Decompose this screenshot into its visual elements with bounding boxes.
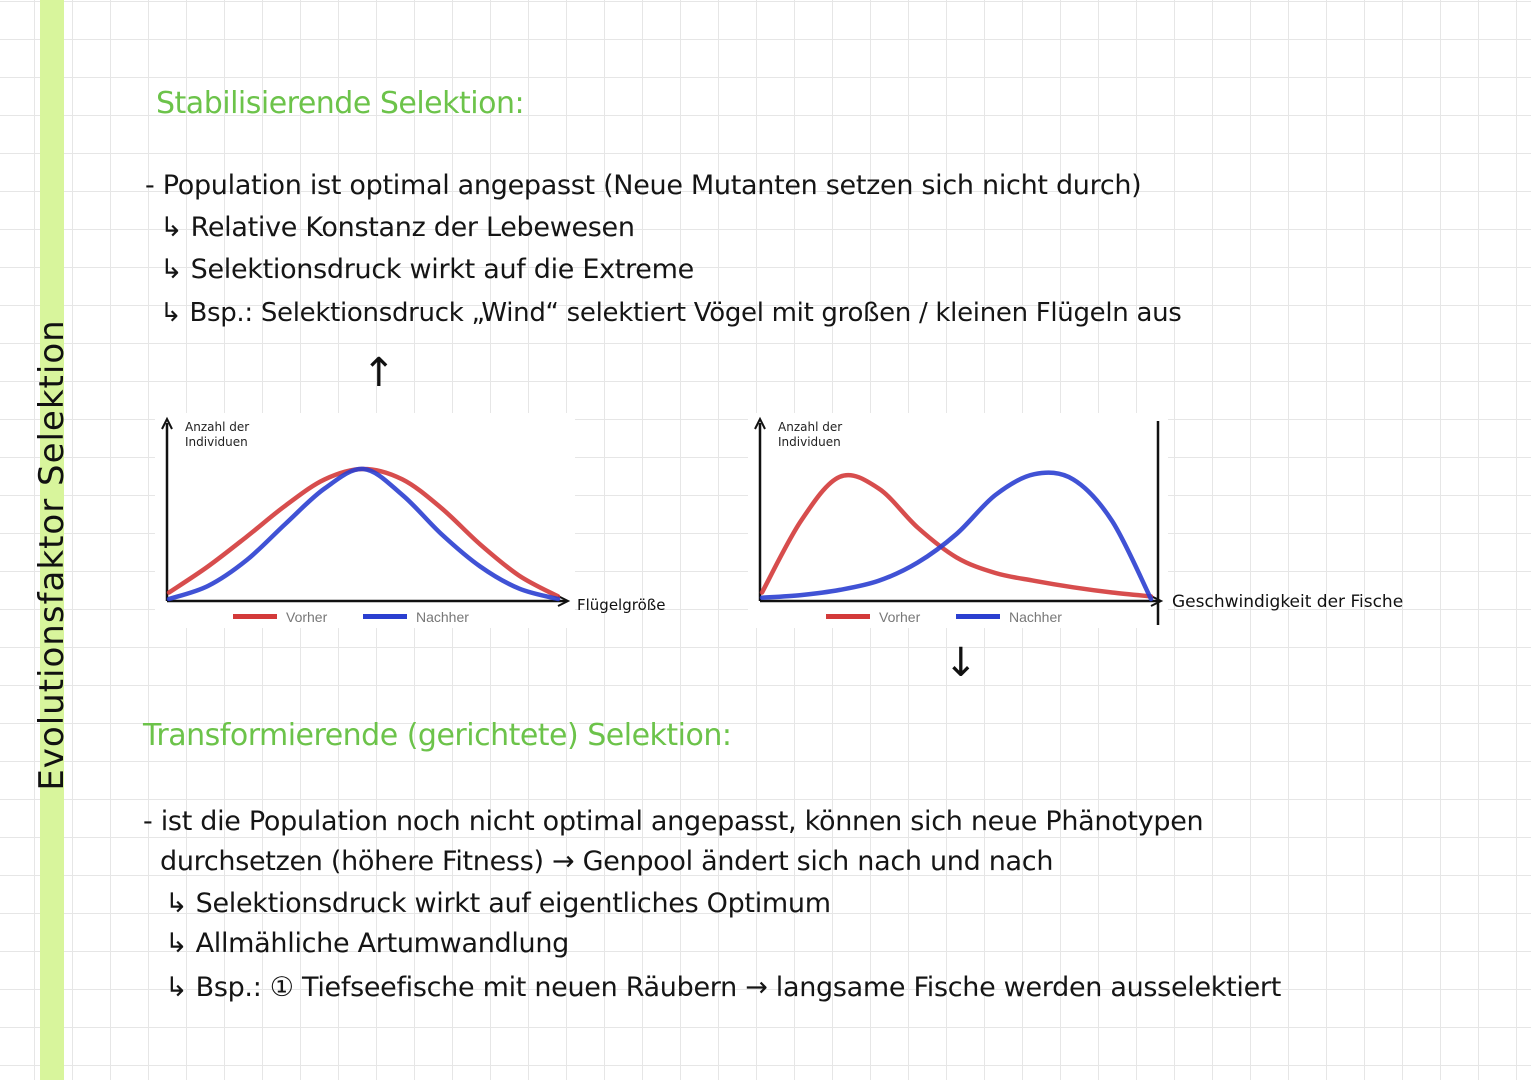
chart-stabilizing [155, 413, 575, 628]
chart-directional-svg [748, 413, 1168, 628]
section2-line-2: durchsetzen (höhere Fitness) → Genpool ändert sich nach und nach [160, 846, 1054, 877]
chart-directional [748, 413, 1168, 628]
legend-swatch-nachher [956, 614, 1000, 619]
legend-label-vorher: Vorher [879, 609, 921, 625]
arrow-up-icon: ↑ [362, 350, 396, 396]
arrow-down-icon: ↓ [944, 640, 978, 686]
legend-label-nachher: Nachher [1009, 609, 1062, 625]
chart1-xlabel: Flügelgröße [577, 596, 666, 614]
y-axis-label-line-2: Individuen [185, 435, 248, 449]
section1-line-3: ↳ Selektionsdruck wirkt auf die Extreme [160, 254, 694, 285]
section1-line-4: ↳ Bsp.: Selektionsdruck „Wind“ selektiert Vögel mit großen / kleinen Flügeln aus [160, 298, 1182, 328]
section1-line-2: ↳ Relative Konstanz der Lebewesen [160, 212, 635, 243]
section2-line-1: - ist die Population noch nicht optimal angepasst, können sich neue Phänotypen [143, 806, 1204, 837]
section2-line-5: ↳ Bsp.: ① Tiefseefische mit neuen Räubern → langsame Fische werden ausselektiert [165, 972, 1281, 1003]
legend-swatch-vorher [233, 614, 277, 619]
y-axis-label-line-2: Individuen [778, 435, 841, 449]
series-line-nachher [169, 469, 558, 599]
chart-stabilizing-svg [155, 413, 575, 628]
section1-line-1: - Population ist optimal angepasst (Neue Mutanten setzen sich nicht durch) [145, 170, 1142, 201]
section2-heading: Transformierende (gerichtete) Selektion: [143, 718, 732, 753]
legend-swatch-nachher [363, 614, 407, 619]
section2-line-3: ↳ Selektionsdruck wirkt auf eigentliches Optimum [165, 888, 831, 919]
legend-label-vorher: Vorher [286, 609, 328, 625]
sidebar-title: Evolutionsfaktor Selektion [32, 319, 72, 791]
legend-swatch-vorher [826, 614, 870, 619]
legend-label-nachher: Nachher [416, 609, 469, 625]
y-axis-label-line-1: Anzahl der [778, 420, 843, 434]
y-axis-label-line-1: Anzahl der [185, 420, 250, 434]
section2-line-4: ↳ Allmähliche Artumwandlung [165, 928, 570, 959]
chart2-xlabel: Geschwindigkeit der Fische [1172, 592, 1404, 612]
section1-heading: Stabilisierende Selektion: [156, 86, 525, 121]
